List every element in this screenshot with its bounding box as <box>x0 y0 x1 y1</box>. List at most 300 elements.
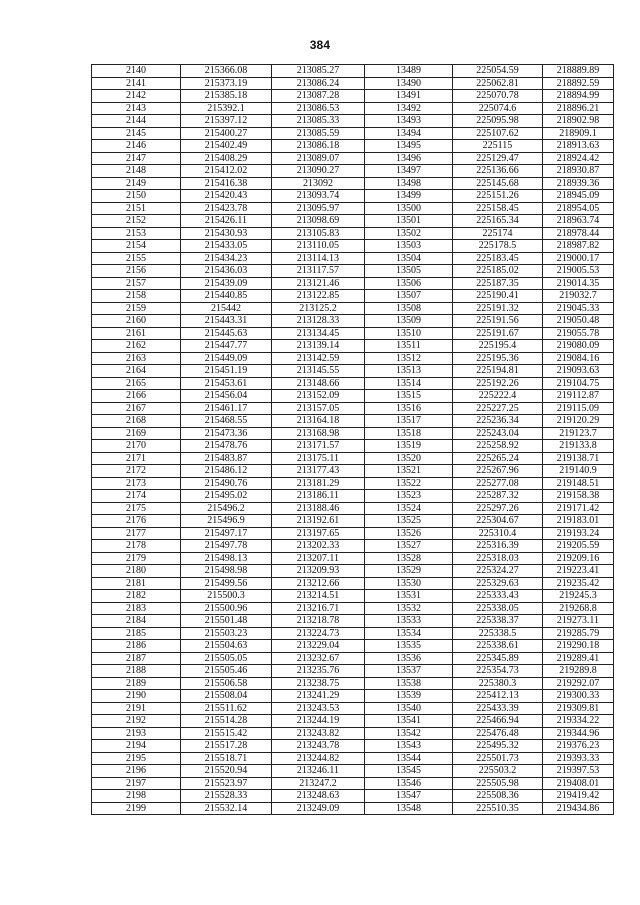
value-b-cell: 213092 <box>272 177 365 190</box>
point-index-cell: 13502 <box>365 227 453 240</box>
point-index-cell: 13505 <box>365 265 453 278</box>
point-index-cell: 13511 <box>365 340 453 353</box>
value-d-cell: 219376.23 <box>543 740 614 753</box>
row-index-cell: 2162 <box>92 340 181 353</box>
table-row <box>92 65 614 78</box>
value-d-cell: 219093.63 <box>543 365 614 378</box>
point-index-cell: 13510 <box>365 327 453 340</box>
value-a-cell: 215430.93 <box>181 227 272 240</box>
value-b-cell: 213086.18 <box>272 140 365 153</box>
row-index-cell: 2193 <box>92 727 181 740</box>
value-c-cell: 225433.39 <box>453 702 543 715</box>
point-index-cell: 13496 <box>365 152 453 165</box>
value-a-cell: 215402.49 <box>181 140 272 153</box>
value-c-cell: 225329.63 <box>453 577 543 590</box>
table-row <box>92 302 614 315</box>
value-a-cell: 215503.23 <box>181 627 272 640</box>
table-row <box>92 315 614 328</box>
value-b-cell: 213145.55 <box>272 365 365 378</box>
row-index-cell: 2141 <box>92 77 181 90</box>
row-index-cell: 2163 <box>92 352 181 365</box>
value-b-cell: 213218.78 <box>272 615 365 628</box>
table-row <box>92 527 614 540</box>
table-row <box>92 727 614 740</box>
value-a-cell: 215498.98 <box>181 565 272 578</box>
table-row <box>92 552 614 565</box>
row-index-cell: 2150 <box>92 190 181 203</box>
value-d-cell: 219235.42 <box>543 577 614 590</box>
table-row <box>92 452 614 465</box>
row-index-cell: 2149 <box>92 177 181 190</box>
value-c-cell: 225192.26 <box>453 377 543 390</box>
value-b-cell: 213248.63 <box>272 790 365 803</box>
point-index-cell: 13499 <box>365 190 453 203</box>
point-index-cell: 13535 <box>365 640 453 653</box>
row-index-cell: 2153 <box>92 227 181 240</box>
value-b-cell: 213171.57 <box>272 440 365 453</box>
value-d-cell: 219138.71 <box>543 452 614 465</box>
point-index-cell: 13539 <box>365 690 453 703</box>
row-index-cell: 2142 <box>92 90 181 103</box>
table-row <box>92 627 614 640</box>
value-a-cell: 215426.11 <box>181 215 272 228</box>
value-b-cell: 213175.11 <box>272 452 365 465</box>
table-row <box>92 265 614 278</box>
value-c-cell: 225194.81 <box>453 365 543 378</box>
value-d-cell: 219205.59 <box>543 540 614 553</box>
value-b-cell: 213148.66 <box>272 377 365 390</box>
row-index-cell: 2192 <box>92 715 181 728</box>
value-b-cell: 213114.13 <box>272 252 365 265</box>
value-a-cell: 215400.27 <box>181 127 272 140</box>
value-a-cell: 215440.85 <box>181 290 272 303</box>
value-b-cell: 213192.61 <box>272 515 365 528</box>
value-a-cell: 215434.23 <box>181 252 272 265</box>
value-b-cell: 213238.75 <box>272 677 365 690</box>
value-a-cell: 215473.36 <box>181 427 272 440</box>
row-index-cell: 2187 <box>92 652 181 665</box>
value-a-cell: 215511.62 <box>181 702 272 715</box>
value-c-cell: 225178.5 <box>453 240 543 253</box>
value-b-cell: 213243.82 <box>272 727 365 740</box>
value-b-cell: 213086.53 <box>272 102 365 115</box>
row-index-cell: 2167 <box>92 402 181 415</box>
value-b-cell: 213224.73 <box>272 627 365 640</box>
point-index-cell: 13523 <box>365 490 453 503</box>
table-row <box>92 77 614 90</box>
point-index-cell: 13529 <box>365 565 453 578</box>
point-index-cell: 13538 <box>365 677 453 690</box>
table-row <box>92 252 614 265</box>
point-index-cell: 13531 <box>365 590 453 603</box>
row-index-cell: 2144 <box>92 115 181 128</box>
value-c-cell: 225354.73 <box>453 665 543 678</box>
value-b-cell: 213142.59 <box>272 352 365 365</box>
value-c-cell: 225345.89 <box>453 652 543 665</box>
value-c-cell: 225236.34 <box>453 415 543 428</box>
value-c-cell: 225501.73 <box>453 752 543 765</box>
value-c-cell: 225287.32 <box>453 490 543 503</box>
value-c-cell: 225074.6 <box>453 102 543 115</box>
table-row <box>92 465 614 478</box>
point-index-cell: 13493 <box>365 115 453 128</box>
value-b-cell: 213128.33 <box>272 315 365 328</box>
value-d-cell: 219223.41 <box>543 565 614 578</box>
row-index-cell: 2177 <box>92 527 181 540</box>
table-row <box>92 565 614 578</box>
point-index-cell: 13532 <box>365 602 453 615</box>
point-index-cell: 13526 <box>365 527 453 540</box>
value-c-cell: 225318.03 <box>453 552 543 565</box>
value-a-cell: 215392.1 <box>181 102 272 115</box>
value-c-cell: 225380.3 <box>453 677 543 690</box>
value-c-cell: 225258.92 <box>453 440 543 453</box>
value-d-cell: 219334.22 <box>543 715 614 728</box>
value-b-cell: 213087.28 <box>272 90 365 103</box>
value-b-cell: 213110.05 <box>272 240 365 253</box>
point-index-cell: 13533 <box>365 615 453 628</box>
point-index-cell: 13519 <box>365 440 453 453</box>
value-b-cell: 213244.19 <box>272 715 365 728</box>
point-index-cell: 13547 <box>365 790 453 803</box>
table-row <box>92 327 614 340</box>
row-index-cell: 2151 <box>92 202 181 215</box>
value-a-cell: 215373.19 <box>181 77 272 90</box>
table-row <box>92 777 614 790</box>
value-c-cell: 225338.5 <box>453 627 543 640</box>
row-index-cell: 2143 <box>92 102 181 115</box>
value-d-cell: 218939.36 <box>543 177 614 190</box>
value-c-cell: 225191.32 <box>453 302 543 315</box>
value-d-cell: 218930.87 <box>543 165 614 178</box>
row-index-cell: 2148 <box>92 165 181 178</box>
row-index-cell: 2159 <box>92 302 181 315</box>
point-index-cell: 13542 <box>365 727 453 740</box>
value-c-cell: 225195.4 <box>453 340 543 353</box>
row-index-cell: 2160 <box>92 315 181 328</box>
row-index-cell: 2185 <box>92 627 181 640</box>
data-table <box>91 64 614 815</box>
table-row <box>92 615 614 628</box>
value-c-cell: 225310.4 <box>453 527 543 540</box>
value-d-cell: 219268.8 <box>543 602 614 615</box>
value-b-cell: 213168.98 <box>272 427 365 440</box>
table-row <box>92 715 614 728</box>
row-index-cell: 2199 <box>92 802 181 815</box>
point-index-cell: 13503 <box>365 240 453 253</box>
value-d-cell: 218894.99 <box>543 90 614 103</box>
value-d-cell: 219289.8 <box>543 665 614 678</box>
value-d-cell: 219055.78 <box>543 327 614 340</box>
point-index-cell: 13534 <box>365 627 453 640</box>
value-d-cell: 219344.96 <box>543 727 614 740</box>
table-row <box>92 690 614 703</box>
row-index-cell: 2198 <box>92 790 181 803</box>
value-c-cell: 225505.98 <box>453 777 543 790</box>
value-c-cell: 225070.78 <box>453 90 543 103</box>
value-c-cell: 225136.66 <box>453 165 543 178</box>
value-a-cell: 215478.76 <box>181 440 272 453</box>
value-c-cell: 225508.36 <box>453 790 543 803</box>
row-index-cell: 2174 <box>92 490 181 503</box>
value-d-cell: 218902.98 <box>543 115 614 128</box>
value-c-cell: 225304.67 <box>453 515 543 528</box>
table-row <box>92 402 614 415</box>
value-b-cell: 213216.71 <box>272 602 365 615</box>
value-c-cell: 225187.35 <box>453 277 543 290</box>
table-row <box>92 740 614 753</box>
row-index-cell: 2176 <box>92 515 181 528</box>
value-d-cell: 219014.35 <box>543 277 614 290</box>
table-row <box>92 702 614 715</box>
row-index-cell: 2190 <box>92 690 181 703</box>
value-a-cell: 215497.78 <box>181 540 272 553</box>
row-index-cell: 2178 <box>92 540 181 553</box>
point-index-cell: 13536 <box>365 652 453 665</box>
value-b-cell: 213181.29 <box>272 477 365 490</box>
value-c-cell: 225115 <box>453 140 543 153</box>
table-row <box>92 390 614 403</box>
value-b-cell: 213188.46 <box>272 502 365 515</box>
value-d-cell: 219112.87 <box>543 390 614 403</box>
value-d-cell: 218913.63 <box>543 140 614 153</box>
value-d-cell: 219397.53 <box>543 765 614 778</box>
value-c-cell: 225503.2 <box>453 765 543 778</box>
value-a-cell: 215416.38 <box>181 177 272 190</box>
value-b-cell: 213105.83 <box>272 227 365 240</box>
value-a-cell: 215501.48 <box>181 615 272 628</box>
table-row <box>92 652 614 665</box>
value-c-cell: 225183.45 <box>453 252 543 265</box>
value-d-cell: 218978.44 <box>543 227 614 240</box>
value-b-cell: 213085.59 <box>272 127 365 140</box>
row-index-cell: 2188 <box>92 665 181 678</box>
value-a-cell: 215520.94 <box>181 765 272 778</box>
value-a-cell: 215456.04 <box>181 390 272 403</box>
point-index-cell: 13517 <box>365 415 453 428</box>
value-d-cell: 219032.7 <box>543 290 614 303</box>
value-a-cell: 215500.96 <box>181 602 272 615</box>
value-a-cell: 215499.56 <box>181 577 272 590</box>
point-index-cell: 13540 <box>365 702 453 715</box>
table-row <box>92 765 614 778</box>
row-index-cell: 2173 <box>92 477 181 490</box>
point-index-cell: 13508 <box>365 302 453 315</box>
table-row <box>92 240 614 253</box>
value-b-cell: 213243.78 <box>272 740 365 753</box>
table-row <box>92 290 614 303</box>
value-d-cell: 219148.51 <box>543 477 614 490</box>
table-row <box>92 152 614 165</box>
row-index-cell: 2189 <box>92 677 181 690</box>
value-c-cell: 225338.61 <box>453 640 543 653</box>
value-a-cell: 215423.78 <box>181 202 272 215</box>
point-index-cell: 13524 <box>365 502 453 515</box>
value-d-cell: 219273.11 <box>543 615 614 628</box>
value-b-cell: 213197.65 <box>272 527 365 540</box>
value-a-cell: 215445.63 <box>181 327 272 340</box>
value-a-cell: 215523.97 <box>181 777 272 790</box>
value-c-cell: 225495.32 <box>453 740 543 753</box>
point-index-cell: 13544 <box>365 752 453 765</box>
value-c-cell: 225510.35 <box>453 802 543 815</box>
value-d-cell: 218924.42 <box>543 152 614 165</box>
value-b-cell: 213093.74 <box>272 190 365 203</box>
value-d-cell: 219209.16 <box>543 552 614 565</box>
value-a-cell: 215505.46 <box>181 665 272 678</box>
value-c-cell: 225476.48 <box>453 727 543 740</box>
value-c-cell: 225158.45 <box>453 202 543 215</box>
value-b-cell: 213214.51 <box>272 590 365 603</box>
value-c-cell: 225466.94 <box>453 715 543 728</box>
value-b-cell: 213229.04 <box>272 640 365 653</box>
point-index-cell: 13520 <box>365 452 453 465</box>
value-d-cell: 219245.3 <box>543 590 614 603</box>
value-d-cell: 219050.48 <box>543 315 614 328</box>
row-index-cell: 2197 <box>92 777 181 790</box>
value-d-cell: 218889.89 <box>543 65 614 78</box>
value-c-cell: 225267.96 <box>453 465 543 478</box>
value-b-cell: 213095.97 <box>272 202 365 215</box>
value-a-cell: 215433.05 <box>181 240 272 253</box>
table-row <box>92 215 614 228</box>
value-c-cell: 225190.41 <box>453 290 543 303</box>
value-c-cell: 225185.02 <box>453 265 543 278</box>
value-c-cell: 225095.98 <box>453 115 543 128</box>
value-c-cell: 225324.27 <box>453 565 543 578</box>
table-row <box>92 165 614 178</box>
point-index-cell: 13546 <box>365 777 453 790</box>
row-index-cell: 2156 <box>92 265 181 278</box>
table-row <box>92 540 614 553</box>
point-index-cell: 13530 <box>365 577 453 590</box>
value-a-cell: 215453.61 <box>181 377 272 390</box>
row-index-cell: 2169 <box>92 427 181 440</box>
point-index-cell: 13543 <box>365 740 453 753</box>
value-a-cell: 215412.02 <box>181 165 272 178</box>
table-row <box>92 602 614 615</box>
value-c-cell: 225054.59 <box>453 65 543 78</box>
value-d-cell: 219000.17 <box>543 252 614 265</box>
value-b-cell: 213212.66 <box>272 577 365 590</box>
value-b-cell: 213202.33 <box>272 540 365 553</box>
value-c-cell: 225243.04 <box>453 427 543 440</box>
row-index-cell: 2140 <box>92 65 181 78</box>
value-d-cell: 219183.01 <box>543 515 614 528</box>
row-index-cell: 2183 <box>92 602 181 615</box>
point-index-cell: 13528 <box>365 552 453 565</box>
value-a-cell: 215498.13 <box>181 552 272 565</box>
value-d-cell: 219419.42 <box>543 790 614 803</box>
table-row <box>92 577 614 590</box>
value-c-cell: 225195.36 <box>453 352 543 365</box>
value-b-cell: 213086.24 <box>272 77 365 90</box>
value-a-cell: 215439.09 <box>181 277 272 290</box>
value-c-cell: 225316.39 <box>453 540 543 553</box>
row-index-cell: 2168 <box>92 415 181 428</box>
value-d-cell: 219193.24 <box>543 527 614 540</box>
value-a-cell: 215500.3 <box>181 590 272 603</box>
value-d-cell: 219005.53 <box>543 265 614 278</box>
table-row <box>92 640 614 653</box>
table-row <box>92 502 614 515</box>
value-a-cell: 215496.9 <box>181 515 272 528</box>
value-c-cell: 225277.08 <box>453 477 543 490</box>
value-d-cell: 219120.29 <box>543 415 614 428</box>
value-b-cell: 213157.05 <box>272 402 365 415</box>
value-a-cell: 215397.12 <box>181 115 272 128</box>
value-d-cell: 219080.09 <box>543 340 614 353</box>
point-index-cell: 13548 <box>365 802 453 815</box>
value-d-cell: 219289.41 <box>543 652 614 665</box>
value-c-cell: 225265.24 <box>453 452 543 465</box>
value-a-cell: 215528.33 <box>181 790 272 803</box>
value-a-cell: 215468.55 <box>181 415 272 428</box>
value-c-cell: 225062.81 <box>453 77 543 90</box>
row-index-cell: 2164 <box>92 365 181 378</box>
point-index-cell: 13537 <box>365 665 453 678</box>
point-index-cell: 13489 <box>365 65 453 78</box>
table-row <box>92 377 614 390</box>
table-row <box>92 515 614 528</box>
table-row <box>92 365 614 378</box>
value-b-cell: 213235.76 <box>272 665 365 678</box>
value-d-cell: 219123.7 <box>543 427 614 440</box>
table-row <box>92 140 614 153</box>
value-d-cell: 219290.18 <box>543 640 614 653</box>
value-a-cell: 215515.42 <box>181 727 272 740</box>
table-row <box>92 440 614 453</box>
point-index-cell: 13515 <box>365 390 453 403</box>
value-d-cell: 218963.74 <box>543 215 614 228</box>
point-index-cell: 13491 <box>365 90 453 103</box>
value-d-cell: 219434.86 <box>543 802 614 815</box>
point-index-cell: 13504 <box>365 252 453 265</box>
table-row <box>92 802 614 815</box>
row-index-cell: 2175 <box>92 502 181 515</box>
row-index-cell: 2181 <box>92 577 181 590</box>
value-c-cell: 225151.26 <box>453 190 543 203</box>
table-row <box>92 477 614 490</box>
value-b-cell: 213207.11 <box>272 552 365 565</box>
value-a-cell: 215504.63 <box>181 640 272 653</box>
table-row <box>92 590 614 603</box>
point-index-cell: 13495 <box>365 140 453 153</box>
value-c-cell: 225297.26 <box>453 502 543 515</box>
value-d-cell: 219158.38 <box>543 490 614 503</box>
value-a-cell: 215518.71 <box>181 752 272 765</box>
value-a-cell: 215517.28 <box>181 740 272 753</box>
value-d-cell: 218892.59 <box>543 77 614 90</box>
value-b-cell: 213152.09 <box>272 390 365 403</box>
row-index-cell: 2146 <box>92 140 181 153</box>
table-row <box>92 415 614 428</box>
point-index-cell: 13516 <box>365 402 453 415</box>
value-d-cell: 218987.82 <box>543 240 614 253</box>
row-index-cell: 2155 <box>92 252 181 265</box>
value-c-cell: 225338.05 <box>453 602 543 615</box>
table-row <box>92 190 614 203</box>
value-c-cell: 225333.43 <box>453 590 543 603</box>
value-a-cell: 215506.58 <box>181 677 272 690</box>
value-a-cell: 215449.09 <box>181 352 272 365</box>
value-d-cell: 219084.16 <box>543 352 614 365</box>
value-c-cell: 225107.62 <box>453 127 543 140</box>
point-index-cell: 13527 <box>365 540 453 553</box>
row-index-cell: 2195 <box>92 752 181 765</box>
value-b-cell: 213085.33 <box>272 115 365 128</box>
value-c-cell: 225174 <box>453 227 543 240</box>
